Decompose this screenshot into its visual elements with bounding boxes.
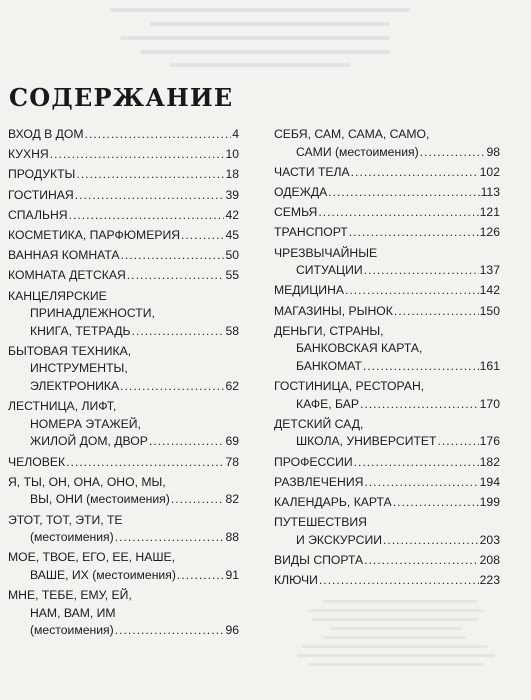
dot-leader [345,282,479,300]
toc-page-number: 194 [479,474,500,489]
toc-entry-line [274,224,500,242]
toc-entry-text: НОМЕРА ЭТАЖЕЙ, [30,416,141,431]
toc-entry-text: ЛЕСТНИЦА, ЛИФТ, [8,399,117,414]
toc-entry [8,398,239,451]
toc-entry-text: МНЕ, ТЕБЕ, ЕМУ, ЕЙ, [8,588,132,603]
toc-entry-line [274,303,500,321]
toc-entry-line [8,512,239,530]
toc-entry-line [274,416,500,434]
toc-entry-text: РАЗВЛЕЧЕНИЯ [274,474,364,489]
toc-entry-line [274,164,500,182]
toc-page-number: 39 [225,187,239,202]
toc-entry-text: СИТУАЦИИ [296,263,363,278]
toc-entry-line [274,144,500,162]
toc-page-number: 91 [225,567,239,582]
toc-entry-line [274,378,500,396]
dot-leader [120,378,224,396]
toc-entry-text: ЧАСТИ ТЕЛА [274,164,350,179]
toc-page-number: 170 [479,396,500,411]
dot-leader [131,323,224,341]
toc-entry-text: КОМНАТА ДЕТСКАЯ [8,268,126,283]
toc-entry-line [8,433,239,451]
toc-entry-line [8,305,239,323]
toc-entry-line [8,267,239,285]
toc-entry [8,247,239,265]
show-through-top [0,0,531,70]
dot-leader [351,164,479,182]
toc-entry-text: ШКОЛА, УНИВЕРСИТЕТ [296,434,437,449]
toc-entry-text: БАНКОМАТ [296,358,362,373]
toc-entry-line [274,204,500,222]
toc-entry-line [8,567,239,585]
dot-leader [364,474,478,492]
toc-entry [274,164,500,182]
toc-page-number: 121 [479,205,500,220]
toc-entry-text: ЧРЕЗВЫЧАЙНЫЕ [274,245,378,260]
toc-entry-line [274,126,500,144]
toc-entry-text: ВИДЫ СПОРТА [274,552,364,567]
toc-page-number: 203 [479,532,500,547]
toc-page-number: 102 [479,164,500,179]
toc-entry-line [8,378,239,396]
toc-entry-line [8,207,239,225]
toc-entry-line [274,262,500,280]
toc-entry-line [8,549,239,567]
toc-page-number: 150 [479,303,500,318]
toc-entry-line [274,532,500,550]
dot-leader [328,184,479,202]
toc-entry [274,282,500,300]
toc-entry-line [8,166,239,184]
toc-entry-line [8,416,239,434]
toc-entry-line [8,360,239,378]
toc-page-number: 126 [479,225,500,240]
toc-entry-text: ДЕНЬГИ, СТРАНЫ, [274,323,384,338]
toc-entry-text: ГОСТИНАЯ [8,187,74,202]
toc-entry-line [8,398,239,416]
dot-leader [76,166,224,184]
toc-page-number: 88 [225,530,239,545]
toc-entry-text: ПРОДУКТЫ [8,167,76,182]
toc-entry-line [8,187,239,205]
toc-entry-text: И ЭКСКУРСИИ [296,532,382,547]
toc-entry [8,146,239,164]
toc-page-number: 50 [225,248,239,263]
toc-entry-text: ЧЕЛОВЕК [8,454,66,469]
toc-entry [274,378,500,413]
toc-entry-line [274,282,500,300]
toc-entry-text: ГОСТИНИЦА, РЕСТОРАН, [274,379,425,394]
toc-entry-line [8,454,239,472]
toc-entry-line [8,605,239,623]
toc-entry-line [274,474,500,492]
toc-page-number: 82 [225,492,239,507]
toc-page-number: 18 [225,167,239,182]
toc-entry [8,227,239,245]
toc-entry-line [274,433,500,451]
toc-entry-text: (местоимения) [30,623,114,638]
toc-page-number: 96 [225,623,239,638]
toc-page-number: 78 [225,454,239,469]
toc-page-number: 98 [486,144,500,159]
toc-page-number: 142 [479,283,500,298]
toc-entry-line [8,126,239,144]
toc-page-number: 42 [225,207,239,222]
dot-leader [75,187,225,205]
toc-entry-line [274,494,500,512]
toc-entry [8,126,239,144]
toc-page-number: 62 [225,379,239,394]
dot-leader [181,227,224,245]
toc-entry [274,552,500,570]
dot-leader [393,494,479,512]
toc-entry [8,343,239,396]
dot-leader [50,146,225,164]
toc-page-number: 199 [479,495,500,509]
toc-entry-text: КАЛЕНДАРЬ, КАРТА [274,495,392,509]
toc-entry-text: КУХНЯ [8,147,49,162]
dot-leader [349,224,479,242]
dot-leader [85,126,232,144]
toc-entry [274,126,500,161]
toc-entry [274,245,500,280]
toc-page-number: 55 [225,268,239,283]
dot-leader [115,622,225,640]
toc-entry-text: БЫТОВАЯ ТЕХНИКА, [8,343,132,358]
dot-leader [394,303,479,321]
toc-entry-line [274,184,500,202]
toc-entry-text: БАНКОВСКАЯ КАРТА, [296,341,423,356]
toc-page-number: 113 [480,184,500,199]
toc-entry [274,454,500,472]
dot-leader [354,454,479,472]
toc-entry-line [8,622,239,640]
toc-page-number: 223 [479,573,500,588]
toc-entry-line [274,454,500,472]
toc-entry [8,512,239,547]
toc-entry [274,494,500,512]
dot-leader [364,552,479,570]
toc-entry-line [8,146,239,164]
toc-entry [8,207,239,225]
toc-entry-text: ВХОД В ДОМ [8,127,84,141]
dot-leader [363,358,479,376]
toc-entry-text: ВЫ, ОНИ (местоимения) [30,492,170,507]
toc-entry [274,572,500,590]
toc-entry-text: КАФЕ, БАР [296,396,359,411]
toc-entry-text: ТРАНСПОРТ [274,225,348,240]
toc-entry-text: САМИ (местоимения) [296,144,419,159]
toc-entry-text: КАНЦЕЛЯРСКИЕ [8,288,107,303]
toc-entry-line [8,247,239,265]
toc-entry-text: ПРОФЕССИИ [274,454,353,469]
dot-leader [319,572,479,590]
toc-entry-text: Я, ТЫ, ОН, ОНА, ОНО, МЫ, [8,474,166,489]
toc-page-number: 161 [479,358,500,373]
toc-entry-text: СЕМЬЯ [274,205,318,220]
toc-page-number: 69 [225,434,239,449]
dot-leader [438,433,479,451]
dot-leader [360,396,479,414]
toc-entry [8,166,239,184]
toc-entry-line [8,529,239,547]
toc-entry-text: НАМ, ВАМ, ИМ [30,605,116,620]
toc-entry [8,454,239,472]
dot-leader [121,247,225,265]
toc-entry-text: СПАЛЬНЯ [8,207,68,222]
dot-leader [127,267,225,285]
toc-entry-line [274,340,500,358]
toc-entry-line [274,514,500,532]
toc-page-number: 182 [479,454,500,469]
dot-leader [149,433,225,451]
toc-page-number: 10 [225,147,239,162]
toc-entry-text: СЕБЯ, САМ, САМА, САМО, [274,127,430,141]
toc-entry [274,323,500,376]
show-through-imprint [290,594,510,672]
toc-entry-line [274,358,500,376]
toc-entry [274,474,500,492]
toc-page-number: 58 [225,323,239,338]
toc-entry [274,204,500,222]
toc-entry-line [8,323,239,341]
toc-entry [8,549,239,584]
dot-leader [364,262,479,280]
toc-entry-text: ОДЕЖДА [274,184,328,199]
toc-entry [274,184,500,202]
toc-entry [274,224,500,242]
toc-entry-text: КНИГА, ТЕТРАДЬ [30,323,131,338]
toc-page-number: 4 [232,127,239,141]
dot-leader [420,144,486,162]
toc-page-number: 176 [479,434,500,449]
toc-entry [8,288,239,341]
toc-entry [8,267,239,285]
toc-entry-line [274,572,500,590]
toc-entry-text: МАГАЗИНЫ, РЫНОК [274,303,393,318]
toc-entry-text: ВАННАЯ КОМНАТА [8,248,120,263]
toc-entry-text: (местоимения) [30,530,114,545]
toc-entry [8,187,239,205]
toc-page-number: 45 [225,227,239,242]
toc-entry [274,416,500,451]
toc-column-left [8,126,239,643]
toc-entry [274,303,500,321]
toc-page-number: 208 [479,552,500,567]
toc-entry-text: ЭТОТ, ТОТ, ЭТИ, ТЕ [8,512,123,527]
dot-leader [383,532,479,550]
toc-entry-line [8,474,239,492]
toc-entry-text: ПРИНАДЛЕЖНОСТИ, [30,306,155,321]
toc-entry-line [8,587,239,605]
toc-entry-line [8,288,239,306]
dot-leader [69,207,225,225]
toc-entry [274,514,500,549]
toc-entry-text: ДЕТСКИЙ САД, [274,416,364,431]
toc-entry-text: ИНСТРУМЕНТЫ, [30,361,128,376]
toc-entry-line [8,491,239,509]
dot-leader [171,491,225,509]
toc-entry-line [274,323,500,341]
toc-entry-text: КОСМЕТИКА, ПАРФЮМЕРИЯ [8,227,181,242]
toc-entry-text: МЕДИЦИНА [274,283,345,298]
toc-entry [8,474,239,509]
toc-entry-text: ЭЛЕКТРОНИКА [30,379,120,394]
toc-entry-line [8,343,239,361]
dot-leader [115,529,225,547]
dot-leader [66,454,224,472]
toc-column-right [274,126,500,592]
toc-page-number: 137 [479,263,500,278]
toc-entry-line [8,227,239,245]
toc-entry [8,587,239,640]
dot-leader [318,204,478,222]
dot-leader [177,567,225,585]
toc-entry-line [274,552,500,570]
toc-entry-text: ЖИЛОЙ ДОМ, ДВОР [30,434,148,449]
toc-entry-text: КЛЮЧИ [274,573,318,588]
toc-entry-text: ПУТЕШЕСТВИЯ [274,515,367,530]
toc-entry-line [274,245,500,263]
toc-entry-text: ВАШЕ, ИХ (местоимения) [30,567,176,582]
toc-entry-line [274,396,500,414]
page-title: СОДЕРЖАНИЕ [9,83,234,112]
toc-entry-text: МОЕ, ТВОЕ, ЕГО, ЕЕ, НАШЕ, [8,550,176,565]
